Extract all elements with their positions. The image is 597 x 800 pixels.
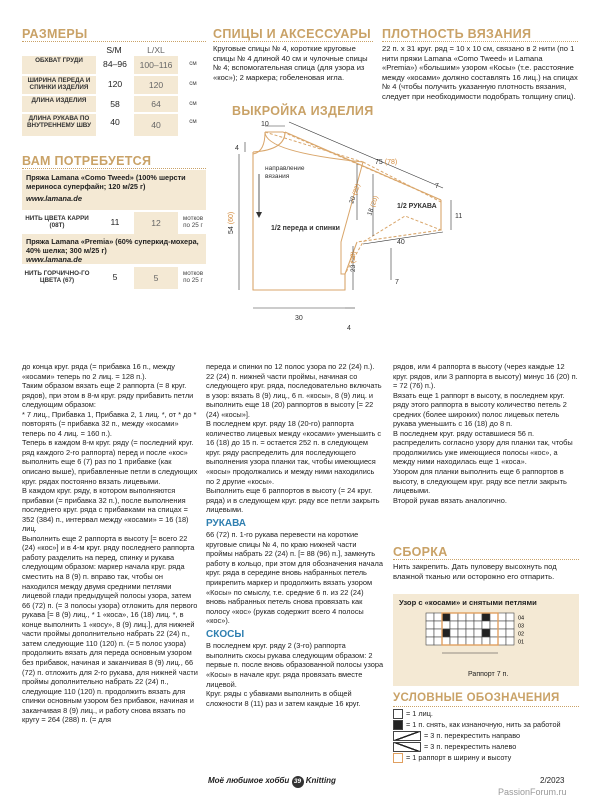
chart-row-number: 01 [518,639,525,646]
size-row [22,114,206,136]
gauge-text: 22 п. х 31 круг. ряд = 10 х 10 см, связано в 2 нити (по 1 нити пряжи Lamana «Como Tweed» и Lamana «Premia») «большим» узором «Косы» (т.е. расстояние между «косами» должно составлять 16 лиц.) на спицах № 4 (чтобы получить указанную плотность вязания, следует при необходимости подобрать толщину спиц). [382,44,578,101]
chart-cell [450,629,458,637]
size-value-s: 58 [110,99,120,109]
cable-right-icon [393,731,421,741]
legend-text: = 3 п. перекрестить направо [424,731,521,740]
paragraph: В последнем круг. ряду 2 (3-го) раппорта выполнить скосы рукава следующим образом: 2 первые п. после вновь образованной полосы узора «Косы» в начале круг. ряда провязать вместе лицевой. [206,641,384,689]
front-back-label: 1/2 переда и спинки [271,225,340,232]
divider [213,41,373,42]
size-row-label: ШИРИНА ПЕРЕДА И СПИНКИ ИЗДЕЛИЯ [27,77,91,92]
size-value-l: 40 [134,114,178,136]
legend-list [393,709,579,764]
paragraph: Теперь в каждом 8-м круг. ряду (= последний круг. ряд каждого 2-го раппорта) перед и после «кос» выполнить еще 6 (7) раз по 1 прибавке (как описано выше), прибавленные петли в следующих круг. рядах постоянно вязать лицевыми. [22,438,198,486]
size-value-s: 120 [107,79,123,89]
direction-label-1: направление [265,165,305,172]
chart-cell [506,613,514,621]
chart-cell [474,621,482,629]
legend-text: = 1 п. снять, как изнаночную, нить за работой [406,720,561,729]
column-2 [206,362,384,708]
yarn1-description: Пряжа Lamana «Como Tweed» (100% шерсти мериноса суперфайн; 120 м/25 г) [26,173,186,191]
legend-text: = 1 лиц. [406,709,433,718]
yarn1-unit: мотков по 25 г [182,215,204,229]
divider [22,41,206,42]
chart-row-number: 02 [518,631,525,638]
chart-cell [498,621,506,629]
chart-cell [482,629,490,637]
slip-stitch-icon [393,720,403,730]
dim-11: 11 [455,213,463,220]
yarn2-skeins-s: 5 [112,272,118,282]
dim-23: 23 (28) [350,251,357,272]
yarn2-color-label: НИТЬ ГОРЧИЧНО-ГО ЦВЕТА (67) [24,270,90,285]
brand-name: Knitting [305,776,336,785]
legend-text: = 3 п. перекрестить налево [424,742,517,751]
paragraph: В последнем круг. ряду 18 (20-го) раппорта количество лицевых между «косами» уменьшить с 16 (18) до 15 п. = остается 252 п. в следующем круг. ряду распределить для последующего выполнения узора планки так, чтобы имеющиеся «косы» продолжались и между ними находились по 2 другие «косы». [206,419,382,486]
chart-cell [450,621,458,629]
legend-text: = 1 раппорт в ширину и высоту [406,753,512,762]
dim-4b: 4 [347,325,351,332]
paragraph: В последнем круг. ряду оставшиеся 56 п. распределить согласно узору для планки так, чтобы продолжились уже имеющиеся полосы «кос», а между ними находилась еще 1 «коса». [393,428,573,467]
chart-cell [482,637,490,645]
assembly-text: Нить закрепить. Дать пуловеру высохнуть под влажной тканью или осторожно его отпарить. [393,562,557,581]
chart-cell [458,621,466,629]
chart-cell [498,637,506,645]
yarn2-description: Пряжа Lamana «Premia» (60% суперкид-мохера, 40% шелка; 300 м/25 г) [26,237,199,255]
paragraph: рядов, или 4 раппорта в высоту (через каждые 12 круг. рядов, или 3 раппорта в высоту) минус 16 (20) п. = 72 (76) п.). [393,362,578,391]
dim-54: 54 (60) [228,211,235,234]
needles-text: Круговые спицы № 4, короткие круговые спицы № 4 длиной 40 см и чулочные спицы № 4; вспомогательная спица (для узора из «кос»); 2 маркера; гобеленовая игла. [213,44,368,82]
chart-cell [434,613,442,621]
yarn1-website: www.lamana.de [26,194,82,203]
legend-item [393,753,579,763]
size-row-label: ДЛИНА РУКАВА ПО ВНУТРЕННЕМУ ШВУ [26,115,92,130]
size-value-s: 84–96 [103,59,127,69]
paragraph: РУКАВА [206,517,247,529]
chart-cell [498,613,506,621]
chart-cell [490,629,498,637]
direction-label-2: вязания [265,173,290,180]
yarn1-box [22,170,206,210]
chart-cell [426,613,434,621]
chart-cell [506,637,514,645]
footer-magazine [208,776,336,788]
chart-cell [442,637,450,645]
size-unit: см [189,100,197,107]
column-1 [22,362,200,725]
yarn1-row [22,212,206,234]
chart-cell [458,637,466,645]
paragraph: Второй рукав вязать аналогично. [393,495,507,505]
sleeve-label: 1/2 РУКАВА [397,203,437,210]
pattern-title: ВЫКРОЙКА ИЗДЕЛИЯ [232,104,374,118]
chart-cell [450,613,458,621]
size-row [22,56,206,74]
legend-item [393,709,579,719]
magazine-name: Моё любимое хобби [208,776,290,785]
dim-30: 30 [295,315,303,322]
knit-chart [420,611,550,667]
paragraph: Выполнить еще 2 раппорта в высоту [= всего 22 (24) «кос»] и в 4-м круг. ряду последнего раппорта работу разделить на перед, спинку и рукава следующим образом: маркер начала круг. ряда сместить на 8 (9) п. вправо так, чтобы он находился между двумя средними петлями лицевой глади предыдущей полосы узора, затем 66 (72) п. (= 3 полосы узора) отложить для первого рукава [= 8 (9) лиц., * 1 «коса», 16 (18) лиц. *, в конце выполнить 1 «косу», 8 (9) лиц.], для нижней части проймы дополнительно набрать 22 (24) п., затем следующие 110 (120) п. (= 5 полос узора) продолжить вязать для переда основным узором без прибавок, начиная и заканчивая 8 (9) лиц., 66 (72) п. отложить для 2-го рукава, для нижней части проймы дополнительно набрать 22 (24) п., следующие 110 (120) п. продолжить вязать для спинки основным узором без прибавок, начиная и заканчивая 8 (9) лиц., и работу снова вязать по кругу = 264 (288) п. (= для [22,533,198,725]
needles-title: СПИЦЫ И АКСЕССУАРЫ [213,27,371,41]
chart-cell [474,613,482,621]
chart-cell [458,629,466,637]
paragraph: Круг. ряды с убавками выполнить в общей сложности 8 (11) раз и затем каждые 16 круг. [206,689,361,708]
chart-cell [434,629,442,637]
chart-cell [490,621,498,629]
paragraph: В каждом круг. ряду, в котором выполняются прибавки (= прибавка 32 п.), после выполнения последнего круг. ряда с прибавками на спицах = 352 (384) п., интервал между «косами» = 16 (18) лиц. [22,486,189,534]
sizes-title: РАЗМЕРЫ [22,27,88,41]
size-unit: см [189,60,197,67]
chart-cell [442,613,450,621]
size-value-s: 40 [110,117,120,127]
size-value-l: 100–116 [134,56,178,74]
dim-diag: 75 (78) [375,159,398,166]
paragraph: * 7 лиц., Прибавка 1, Прибавка 2, 1 лиц. *, от * до * повторять (= прибавка 32 п., между «косами» теперь по 4 лиц. = 160 п.). [22,409,197,438]
chart-row-number: 03 [518,623,525,630]
size-row-label: ОБХВАТ ГРУДИ [35,57,83,64]
yarn2-skeins-l: 5 [134,267,178,289]
chart-cell [426,629,434,637]
paragraph: 66 (72) п. 1-го рукава перевести на короткие круговые спицы № 4, по краю нижней части проймы набрать 22 (24) п. [= 88 (96) п.], замкнуть работу в кольцо, при этом для обозначения начала круг. ряда в середине вновь набранных петель прикрепить маркер и продолжить вязать узором «Косы» по смыслу, т.е. средние 6 п. из 22 (24) вновь набранных петель снова провязать как полосу «кос» (рукав содержит всего 4 полосы «кос»). [206,530,383,626]
size-unit: см [189,118,197,125]
size-row [22,76,206,94]
assembly-title: СБОРКА [393,545,448,559]
issue-number: 2/2023 [540,776,565,785]
dim-top: 10 [261,121,269,128]
chart-cell [442,629,450,637]
chart-cell [434,637,442,645]
dim-20: 20 (22) [348,182,362,205]
yarn2-row [22,267,206,289]
chart-cell [498,629,506,637]
yarn2-website: www.lamana.de [26,255,82,264]
dim-40: 40 [397,239,405,246]
yarn1-color-label: НИТЬ ЦВЕТА КАРРИ (08Т) [25,215,89,230]
chart-cell [474,637,482,645]
chart-cell [490,613,498,621]
watermark: PassionForum.ru [498,787,567,797]
chart-cell [458,613,466,621]
legend-item [393,731,579,741]
chart-cell [466,621,474,629]
dim-18: 18 (20) [366,194,380,217]
knit-symbol-icon [393,709,403,719]
chart-cell [506,621,514,629]
divider [22,168,206,169]
size-row [22,96,206,112]
repeat-icon [393,753,403,763]
legend-title: УСЛОВНЫЕ ОБОЗНАЧЕНИЯ [393,692,560,704]
chart-cell [466,629,474,637]
legend-item [393,720,579,730]
chart-cell [474,629,482,637]
column-3 [393,362,579,505]
dim-7b: 7 [395,279,399,286]
pattern-schematic [205,112,585,348]
gauge-title: ПЛОТНОСТЬ ВЯЗАНИЯ [382,27,532,41]
paragraph: СКОСЫ [206,628,245,640]
size-unit: см [189,80,197,87]
paragraph: 22 (24) п. нижней части проймы, начиная со следующего круг. ряда, последовательно включать в узор: вязать 8 (9) лиц., 6 п. «косы», 8 (9) лиц. и выполнить еще 18 (20) раппортов в высоту [= 22 (24) «косы»]. [206,371,382,419]
size-value-l: 64 [134,96,178,112]
chart-cell [426,621,434,629]
legend-item [393,742,579,752]
size-col2-header: L/XL [147,45,165,55]
chart-cell [466,637,474,645]
divider [393,559,579,560]
yarn1-skeins-l: 12 [134,212,178,234]
size-row-label: ДЛИНА ИЗДЕЛИЯ [31,97,87,104]
divider [393,706,579,707]
chart-cell [426,637,434,645]
paragraph: Таким образом вязать еще 2 раппорта (= 8 круг. рядов), при этом в 8-м круг. ряду прибавить петли следующим образом: [22,381,194,410]
paragraph: Узором для планки выполнить еще 6 раппортов в высоту, в следующем круг. ряду все петли закрыть лицевыми. [393,467,567,496]
chart-row-number: 04 [518,615,525,622]
chart-cell [450,637,458,645]
paragraph: Вязать еще 1 раппорт в высоту, в последнем круг. ряду этого раппорта в высоту количество петель 2 средних (более широких) полос лицевых петель рукава уменьшить с 16 (18) до 8 п. [393,390,567,429]
page-number: 39 [292,776,304,788]
chart-cell [506,629,514,637]
dim-left: 4 [235,145,239,152]
repeat-label: Раппорт 7 п. [468,671,509,678]
chart-cell [482,613,490,621]
chart-cell [466,613,474,621]
chart-cell [490,637,498,645]
paragraph: Выполнить еще 6 раппортов в высоту (= 24 круг. ряда) и в следующем круг. ряду все петли закрыть лицевыми. [206,486,380,515]
chart-cell [442,621,450,629]
size-value-l: 120 [134,76,178,94]
cable-left-icon [393,742,421,752]
paragraph: переда и спинки по 12 полос узора по 22 (24) п.). [206,362,375,371]
dim-7a: 7 [435,183,439,190]
chart-title: Узор с «косами» и снятыми петлями [399,598,537,607]
divider [382,41,578,42]
yarn1-skeins-s: 11 [110,217,120,227]
paragraph: до конца круг. ряда (= прибавка 16 п., между «косами» теперь по 2 лиц. = 128 п.). [22,362,175,381]
yarn2-unit: мотков по 25 г [182,270,204,284]
materials-title: ВАМ ПОТРЕБУЕТСЯ [22,154,152,168]
chart-cell [482,621,490,629]
chart-cell [434,621,442,629]
size-col1-header: S/M [106,45,122,55]
